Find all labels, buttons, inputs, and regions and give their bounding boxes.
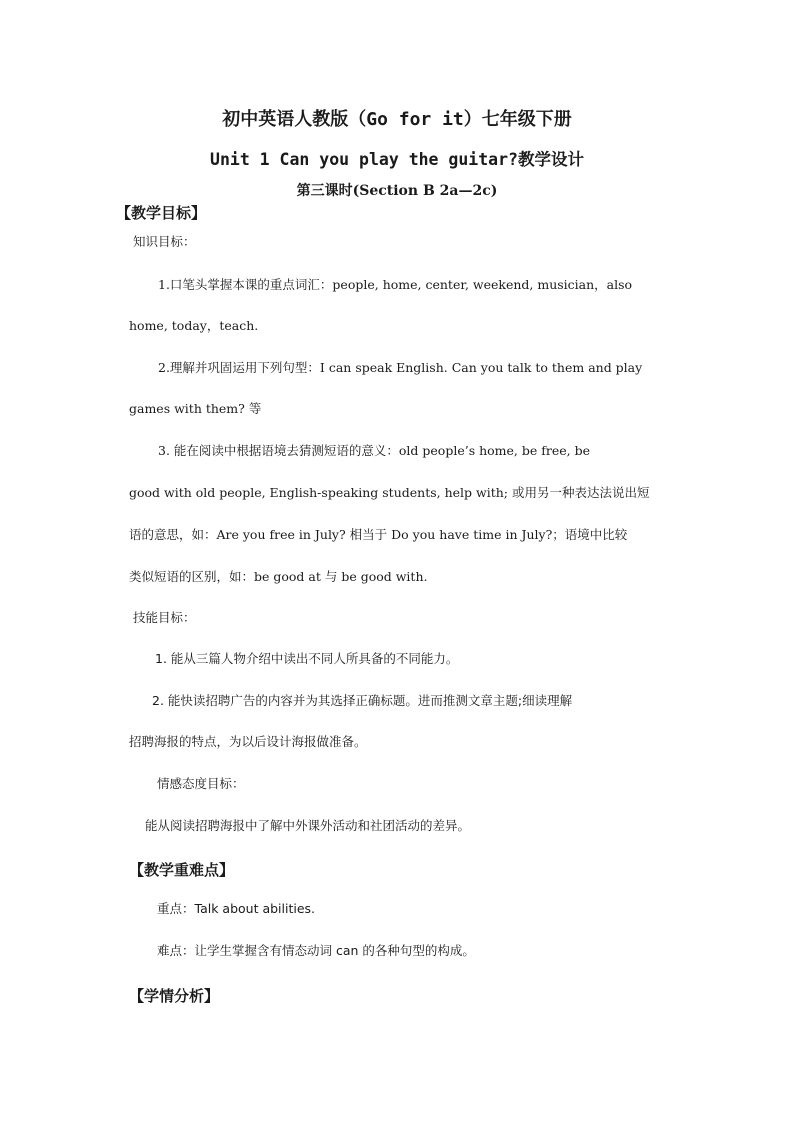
emotion-item: 能从阅读招聘海报中了解中外课外活动和社团活动的差异。 — [145, 818, 471, 833]
skill-heading: 技能目标： — [133, 610, 196, 625]
skill-item-1: 1. 能从三篇人物介绍中读出不同人所具备的不同能力。 — [155, 651, 459, 666]
knowledge-item-2-line-1: 2.理解并巩固运用下列句型：I can speak English. Can you talk to them and play — [158, 360, 643, 375]
skill-item-2-line-1: 2. 能快读招聘广告的内容并为其选择正确标题。进而推测文章主题;细读理解 — [152, 693, 573, 708]
document-subtitle: Unit 1 Can you play the guitar?教学设计 — [210, 150, 584, 169]
knowledge-item-3-line-2: good with old people, English-speaking students, help with; 或用另一种表达法说出短 — [129, 485, 650, 500]
objectives-heading: 【教学目标】 — [116, 204, 207, 222]
skill-item-2-line-2: 招聘海报的特点，为以后设计海报做准备。 — [129, 734, 367, 749]
knowledge-item-1-line-2: home, today，teach. — [129, 318, 259, 333]
analysis-heading: 【学情分析】 — [129, 987, 220, 1005]
key-point: 重点：Talk about abilities. — [157, 901, 316, 916]
difficult-point: 难点：让学生掌握含有情态动词 can 的各种句型的构成。 — [157, 943, 475, 958]
knowledge-item-1-line-1: 1.口笔头掌握本课的重点词汇：people, home, center, weekend, musician，also — [158, 277, 633, 292]
knowledge-item-3-line-4: 类似短语的区别，如：be good at 与 be good with. — [129, 569, 428, 584]
lesson-period: 第三课时(Section B 2a—2c) — [296, 183, 498, 199]
knowledge-item-3-line-1: 3. 能在阅读中根据语境去猜测短语的意义：old people’s home, be free, be — [158, 443, 590, 458]
document-title: 初中英语人教版（Go for it）七年级下册 — [222, 109, 572, 130]
emotion-heading: 情感态度目标： — [157, 776, 245, 791]
knowledge-item-3-line-3: 语的意思，如：Are you free in July? 相当于 Do you have time in July?；语境中比较 — [129, 527, 628, 542]
knowledge-item-2-line-2: games with them? 等 — [129, 401, 262, 416]
knowledge-heading: 知识目标： — [133, 234, 196, 249]
difficulty-heading: 【教学重难点】 — [129, 861, 235, 879]
